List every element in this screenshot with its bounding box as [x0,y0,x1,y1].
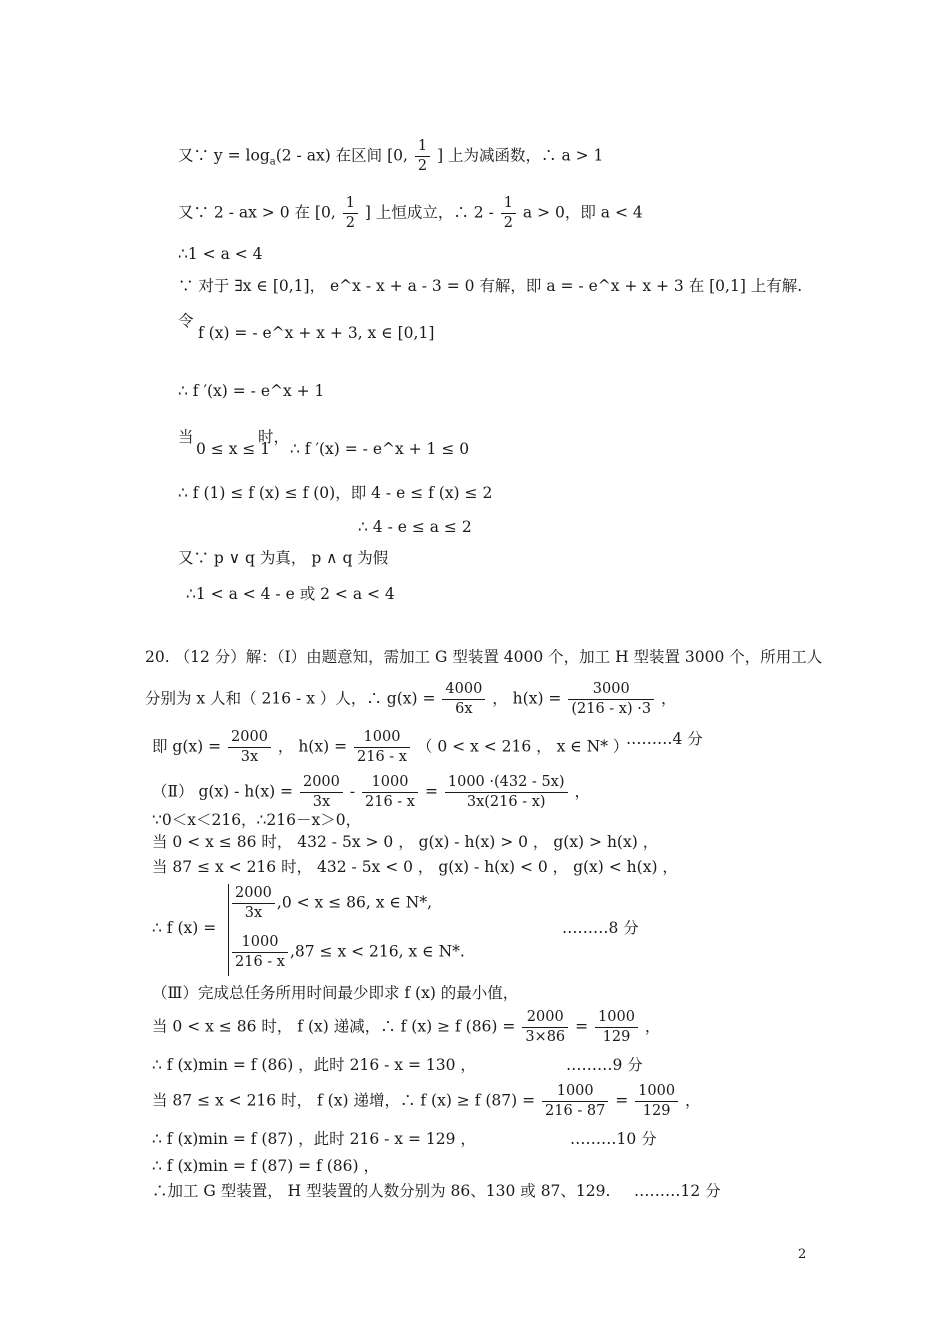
line-when-suffix: 时， [258,428,290,446]
score-4: ………4 分 [626,730,703,748]
fraction-g2: $\frac{2000}{3x}$ [300,773,343,812]
p20-fmin-87: ∴ f (x)min = f (87) ，此时 216 - x = 129 ， [152,1130,476,1148]
fraction-r86: $\frac{1000}{129}$ [595,1008,638,1047]
line-p-q: 又∵ p ∨ q 为真， p ∧ q 为假 [178,549,389,567]
fraction-g2: $\frac{2000}{3x}$ [232,884,275,923]
line-conclusion: ∴1 < a < 4 - e 或 2 < a < 4 [186,585,395,603]
p20-case1: 当 0 < x ≤ 86 时， 432 - 5x > 0 ， g(x) - h(x) > 0 ， g(x) > h(x) ， [152,833,659,851]
fraction-h1: $\frac{3000}{(216 - x) \cdot 3}$ [568,680,654,719]
line-define-f: f (x) = - e^x + x + 3, x ∈ [0,1] [198,324,435,342]
fraction-h2: $\frac{1000}{216 - x}$ [362,773,418,812]
line-derivative-negative: ∴ f ′(x) = - e^x + 1 ≤ 0 [290,440,470,458]
line-exists-solution: ∵ 对于 ∃x ∈ [0,1]， e^x - x + a - 3 = 0 有解，即 a = - e^x + x + 3 在 [0,1] 上有解. [178,277,803,295]
p20-case2: 当 87 ≤ x < 216 时， 432 - 5x < 0 ， g(x) - h(x) < 0 ， g(x) < h(x) ， [152,858,678,876]
p20-piecewise-label: ∴ f (x) = [152,919,217,937]
line-let: 令 [178,312,194,330]
line-interval: 0 ≤ x ≤ 1 [196,440,271,458]
fraction-half: $\frac{1}{2}$ [501,194,516,233]
line-f-bounds: ∴ f (1) ≤ f (x) ≤ f (0)，即 4 - e ≤ f (x) ≤ 2 [178,484,493,502]
piecewise-row-1: $\frac{2000}{3x}$ ,0 < x ≤ 86, x ∈ N*, [230,884,432,923]
fraction-difference: $\frac{1000 \cdot(432 - 5x)}{3x(216 - x)}$ [445,773,568,812]
p20-difference: （Ⅱ） g(x) - h(x) = $\frac{2000}{3x}$ - $\frac{1000}{216 - x}$ = $\frac{1000 \cdot(432 - 5x)}{3x(216 - x)}$ ， [152,774,590,810]
piecewise-brace [228,884,229,976]
line-range-a: ∴1 < a < 4 [178,245,263,263]
p20-min-87: 当 87 ≤ x < 216 时， f (x) 递增，∴ f (x) ≥ f (87) = $\frac{1000}{216 - 87}$ = $\frac{1000}{129}$ ， [152,1083,701,1119]
p20-intro: 20. （12 分）解：（Ⅰ）由题意知，需加工 G 型装置 4000 个，加工 H 型装置 3000 个，所用工人 [145,648,823,666]
p20-fmin-equal: ∴ f (x)min = f (87) = f (86) ， [152,1157,379,1175]
p20-simplified: 即 g(x) = $\frac{2000}{3x}$ ， h(x) = $\frac{1000}{216 - x}$ （ 0 < x < 216 ， x ∈ N* ） [152,729,629,765]
line-decreasing-log: 又∵ $y = \log_a(2 - ax)$ 在区间 [0, $\frac{1}{2}$ ] 上为减函数，∴ a > 1 [178,138,604,174]
line-derivative: ∴ f ′(x) = - e^x + 1 [178,382,325,400]
line-a-bounds: ∴ 4 - e ≤ a ≤ 2 [358,518,472,536]
piecewise-row-2: $\frac{1000}{216 - x}$ ,87 ≤ x < 216, x ∈ N*. [230,933,465,972]
fraction-g1: $\frac{4000}{6x}$ [442,680,485,719]
score-12: ………12 分 [634,1182,721,1200]
score-10: ………10 分 [570,1130,657,1148]
line-positive-condition: 又∵ 2 - ax > 0 在 [0, $\frac{1}{2}$ ] 上恒成立，∴ 2 - $\frac{1}{2}$ a > 0，即 a < 4 [178,195,643,231]
p20-part3: （Ⅲ）完成总任务所用时间最少即求 f (x) 的最小值， [152,984,519,1002]
p20-domain: ∵0＜x＜216，∴216－x＞0， [152,811,362,829]
fraction-m87: $\frac{1000}{216 - 87}$ [542,1082,608,1121]
fraction-g2: $\frac{2000}{3x}$ [228,728,271,767]
p20-min-86: 当 0 < x ≤ 86 时， f (x) 递减，∴ f (x) ≥ f (86) = $\frac{2000}{3\times 86}$ = $\frac{1000}{129}$ ， [152,1009,661,1045]
p20-workers: 分别为 x 人和（ 216 - x ）人，∴ g(x) = $\frac{4000}{6x}$ ， h(x) = $\frac{3000}{(216 - x) \cdot 3}$ ， [145,681,677,717]
p20-fmin-86: ∴ f (x)min = f (86) ，此时 216 - x = 130 ， [152,1056,476,1074]
score-9: ………9 分 [566,1056,643,1074]
page-number: 2 [798,1247,807,1262]
fraction-r87: $\frac{1000}{129}$ [635,1082,678,1121]
fraction-m86: $\frac{2000}{3\times 86}$ [522,1008,568,1047]
fraction-half: $\frac{1}{2}$ [343,194,358,233]
line-when: 当 [178,428,194,446]
fraction-h2: $\frac{1000}{216 - x}$ [354,728,410,767]
p20-final-answer: ∴加工 G 型装置， H 型装置的人数分别为 86、130 或 87、129. [152,1182,611,1200]
fraction-half: $\frac{1}{2}$ [415,137,430,176]
fraction-h2: $\frac{1000}{216 - x}$ [232,933,288,972]
score-8: ………8 分 [562,919,639,937]
